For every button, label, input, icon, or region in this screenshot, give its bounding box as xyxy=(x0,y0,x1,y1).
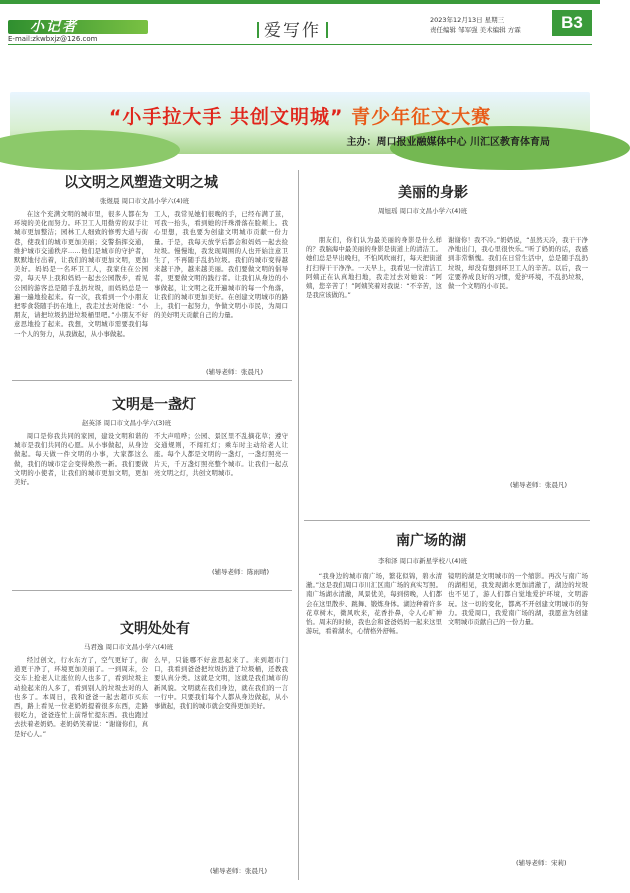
banner-title-main: “小手拉大手 共创文明城” xyxy=(108,106,344,128)
editor-credits: 责任编辑 邹军强 美术编辑 方霖 xyxy=(430,26,521,34)
article-signature: (辅导老师：陈雨晴) xyxy=(212,568,270,576)
article-title: 南广场的湖 xyxy=(396,533,466,549)
issue-date: 2023年12月13日 星期三 xyxy=(430,16,505,24)
column-separator xyxy=(298,170,299,880)
article-body-column: 谢谢你！我不冷。”奶奶说，“虽然天冷，我干干净净地出门，我心里很快乐。”听了奶奶的话，我感到非常惭愧。我们在日常生活中，总是随手乱扔垃圾，却没有想到环卫工人的辛苦。以后，我一定要养成良好的习惯，爱护环境，不乱扔垃圾，做一个文明的小市民。 xyxy=(448,236,588,291)
banner-title xyxy=(10,102,590,129)
article-body-column: 经过创文，行水东方了，空气更好了，街道更干净了，环境更加美丽了。一到周末，公交车上抢老人让座位的人也多了，看到垃圾主动捡起来的人多了，看到别人的垃圾去对的人也多了。本周日，我和爸爸一起去超市买东西，路上看见一位老奶奶提着很多东西，走路很吃力，爸爸连忙上前帮忙提东西。我也跑过去扶着老奶奶。老奶奶笑着说：“谢谢你们，真是好心人。” xyxy=(14,656,148,738)
article-signature: (辅导老师：宋莉) xyxy=(516,859,567,867)
article-byline: 李和泽 周口市新星学校八(4)班 xyxy=(378,557,468,565)
section-title-text: 爱写作 xyxy=(264,21,321,41)
article-title: 以文明之风塑造文明之城 xyxy=(64,175,218,191)
brand-bar xyxy=(8,20,148,34)
contact-email: E-mail:zkwbxjz@126.com xyxy=(8,35,98,43)
article-title: 文明是一盏灯 xyxy=(112,397,196,413)
section-bar-left xyxy=(257,22,259,38)
article-title: 美丽的身影 xyxy=(398,185,468,201)
article-signature: (辅导老师：张晨凡) xyxy=(206,368,264,376)
banner-hill xyxy=(0,130,180,170)
article-signature: (辅导老师：张晨凡) xyxy=(210,867,268,875)
article-divider xyxy=(304,520,590,521)
page-number: B3 xyxy=(552,10,592,36)
header-rule xyxy=(8,44,592,45)
article-body-column: 工人，我常见她们很晚的手，已经布满了茧，可我一抬头，看到她的汗珠滑落在脸颊上。我心里想，我也要为创建文明城市贡献一份力量。于是，我每天放学后都会和妈妈一起去捡垃圾。慢慢地，我发现周围的人也开始注意卫生了，不再随手乱扔垃圾。我们的城市变得越来越干净，越来越美丽。我们要做文明的倡导者，更要做文明的践行者。让我们从身边的小事做起，让文明之花开遍城市的每一个角落，让我们的城市更加美好。在创建文明城市的路上，我们一起努力，争做文明小市民，为周口的美好明天贡献自己的力量。 xyxy=(154,210,288,320)
article-byline: 周旭瑶 周口市文昌小学六(4)班 xyxy=(378,207,468,215)
article-divider xyxy=(12,380,292,381)
article-body-column: “我身边的城市南广场，繁花似锦，碧水清澈。”这是我们周口市川汇区南广场的真实写照。南广场湖水清澈，风景优美，每到傍晚，人们都会在这里散步、跳舞、锻炼身体。湖边种着许多花草树木，微风吹来，花香扑鼻，令人心旷神怡。周末的时候，我也会和爸爸妈妈一起来这里游玩，看着湖水，心情格外舒畅。 xyxy=(306,572,442,636)
article-body-column: 朋友们，你们认为最美丽的身影是什么样的？我脑海中最美丽的身影是街道上的清洁工。她们总是早出晚归，不怕风吹雨打，每天把街道打扫得干干净净。一天早上，我看见一位清洁工阿姨正在认真地扫地，我走过去对她说：“阿姨，您辛苦了！”阿姨笑着对我说：“不辛苦，这是我应该做的。” xyxy=(306,236,442,300)
article-body-column: 不大声喧哗；公园、景区里不乱摘花草；遵守交通规则，不闯红灯；乘车时主动给老人让座。每个人都是文明的一盏灯，一盏灯照亮一片天，千万盏灯照亮整个城市。让我们一起点亮文明之灯，共创文明城市。 xyxy=(154,432,288,477)
section-title xyxy=(252,16,333,41)
article-body-column: 镜明的湖是文明城市的一个缩影。再次与南广场的湖相见，我发现湖水更加清澈了，湖边的垃圾也不见了，游人们都自觉地爱护环境，文明游玩。这一切的变化，都离不开创建文明城市的努力。我爱周口，我爱南广场的湖，我愿意为创建文明城市贡献自己的一份力量。 xyxy=(448,572,588,627)
article-byline: 赵英泽 周口市文昌小学六(3)班 xyxy=(82,419,172,427)
banner-organizers: 主办：周口报业融媒体中心 川汇区教育体育局 xyxy=(346,137,550,148)
article-title: 文明处处有 xyxy=(120,621,190,637)
article-byline: 张煜晨 周口市文昌小学六(4)班 xyxy=(100,197,190,205)
top-accent-bar xyxy=(0,0,600,4)
article-body-column: 周口是你我共同的家园，建设文明和谐的城市是我们共同的心愿。从小事做起，从身边做起。每天做一件文明的小事，大家都这么做，我们的城市定会变得焕然一新。我们要做文明的小使者，让我们的城市更加文明，更加美好。 xyxy=(14,432,148,487)
brand-name: 小记者 xyxy=(30,19,78,35)
section-bar-right xyxy=(326,22,328,38)
brand-logo xyxy=(8,8,168,52)
article-signature: (辅导老师：张晨凡) xyxy=(510,481,568,489)
article-byline: 马君逸 周口市文昌小学六(4)班 xyxy=(84,643,174,651)
contest-banner xyxy=(10,92,590,154)
article-divider xyxy=(12,590,292,591)
article-body-column: 么早，只能哪不好意思起来了。来到超市门口，我看到爸爸把垃圾扔进了垃圾桶，还教我要认真分类。这就是文明，这就是我们城市的新风貌。文明就在我们身边，就在我们的一言一行中。只要我们每个人都从身边做起，从小事做起，我们的城市就会变得更加美好。 xyxy=(154,656,288,711)
article-body-column: 在这个充满文明的城市里，很多人都在为环境的美化而努力。环卫工人用勤劳的双手让城市更加整洁；园林工人细致的修剪大道与街巷，使我们的城市更加美丽；交警指挥交通，维护城市交通秩序……他们是城市的守护者，默默地付出着，让我们的城市更加文明，更加美好。妈妈是一名环卫工人，我家住在公园旁，每天早上我和妈妈一起去公园散步，看见公园的游客总是随手乱扔垃圾，而妈妈总是一遍一遍地捡起来。有一次，我看到一个小朋友把零食袋随手扔在地上，我走过去对他说：“小朋友，请把垃圾扔进垃圾桶里吧。”小朋友不好意思地捡了起来。我想，文明城市需要我们每一个人的努力，从我做起，从小事做起。 xyxy=(14,210,148,338)
banner-title-sub: 青少年征文大赛 xyxy=(351,106,492,128)
